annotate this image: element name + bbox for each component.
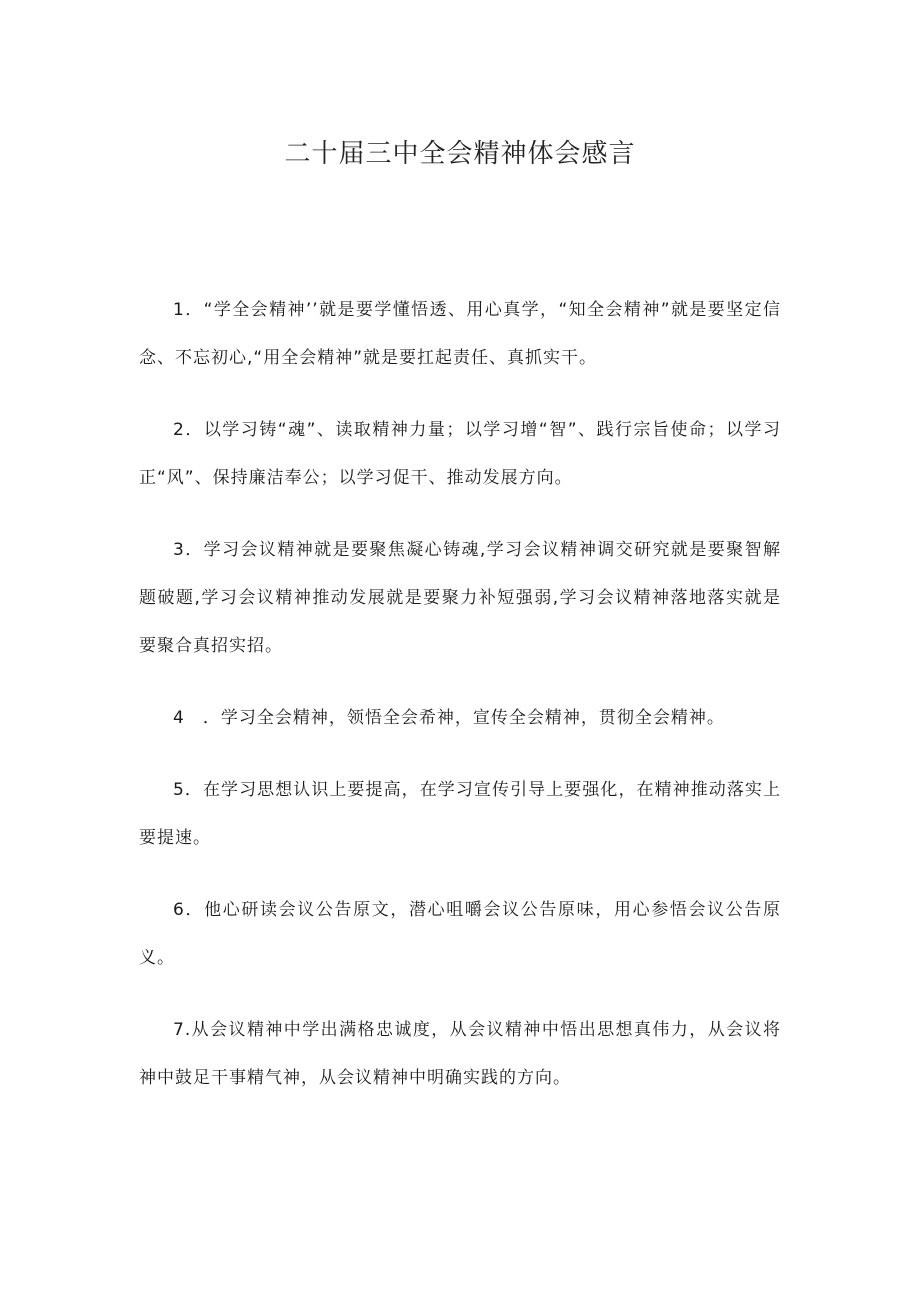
paragraph-2: 2．以学习铸“魂”、读取精神力量；以学习增“智”、践行宗旨使命；以学习正“风”、保持廉洁奉公；以学习促干、推动发展方向。: [139, 420, 781, 488]
paragraph-7: 7.从会议精神中学出满格忠诚度，从会议精神中悟出思想真伟力，从会议将神中鼓足干事精气神，从会议精神中明确实践的方向。: [139, 1020, 781, 1088]
document-body: [139, 286, 781, 1126]
paragraph-1: 1．“学全会精神’’就是要学懂悟透、用心真学，“知全会精神”就是要坚定信念、不忘初心,“用全会精神”就是要扛起责任、真抓实干。: [139, 300, 781, 368]
document-title: 二十届三中全会精神体会感言: [284, 139, 636, 169]
paragraph-3: 3．学习会议精神就是要聚焦凝心铸魂,学习会议精神调交研究就是要聚智解题破题,学习会议精神推动发展就是要聚力补短强弱,学习会议精神落地落实就是要聚合真招实招。: [139, 540, 781, 656]
paragraph-5: 5．在学习思想认识上要提高，在学习宣传引导上要强化，在精神推动落实上要提速。: [139, 780, 781, 848]
paragraph-6: 6．他心研读会议公告原文，潜心咀嚼会议公告原味，用心参悟会议公告原义。: [139, 900, 781, 968]
paragraph-4: 4 ．学习全会精神，领悟全会希神，宣传全会精神，贯彻全会精神。: [173, 708, 725, 728]
